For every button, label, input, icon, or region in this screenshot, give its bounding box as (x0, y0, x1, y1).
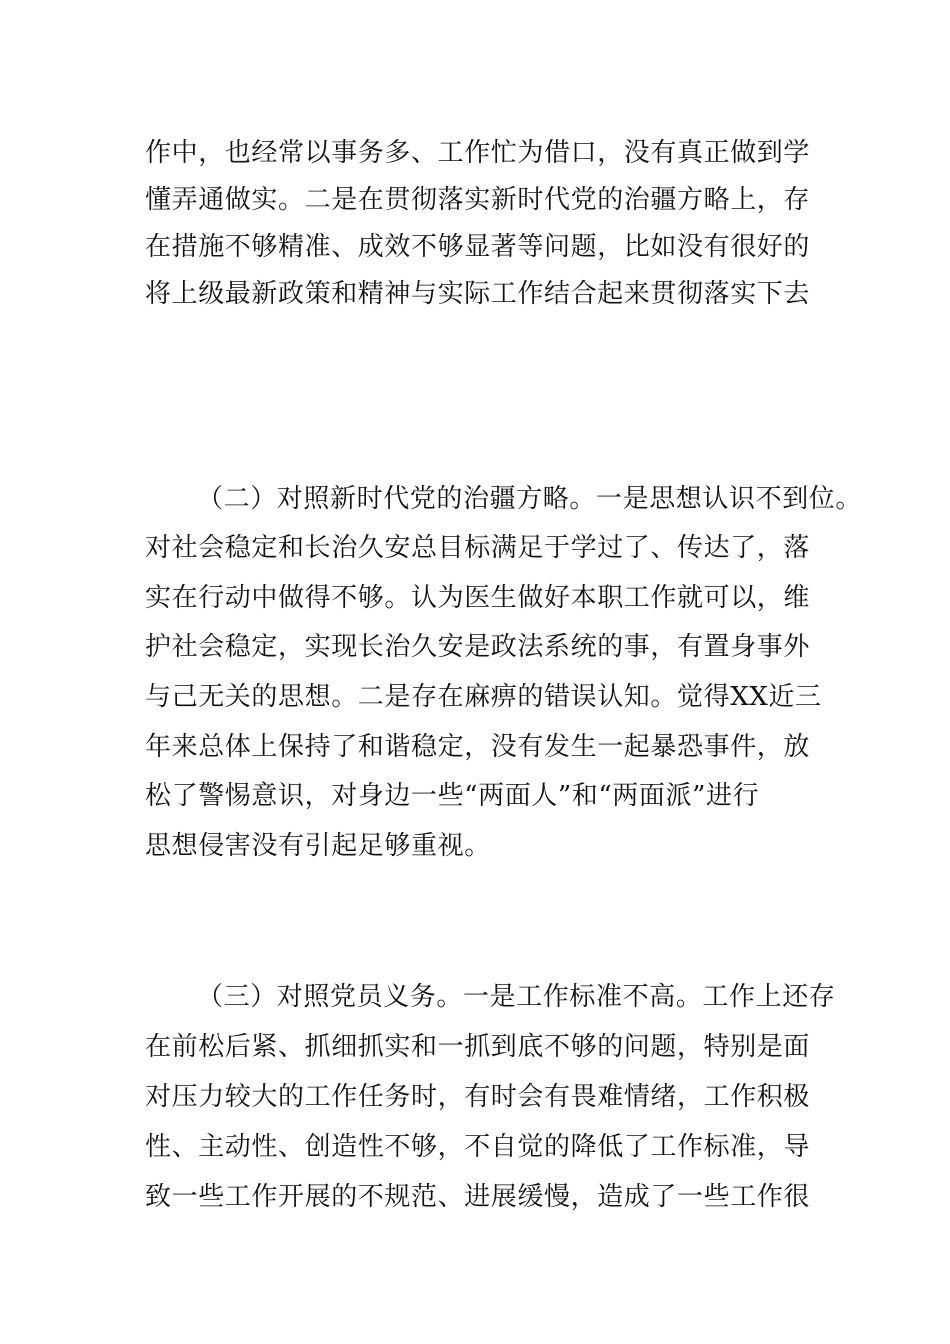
text-line: 将上级最新政策和精神与实际工作结合起来贯彻落实下去 (145, 279, 811, 309)
text-line: （三）对照党员义务。一是工作标准不高。工作上还存 (197, 982, 836, 1012)
text-line: 懂弄通做实。二是在贯彻落实新时代党的治疆方略上，存 (145, 185, 811, 215)
text-line: 对压力较大的工作任务时，有时会有畏难情绪，工作积极 (145, 1082, 811, 1112)
text-line: 护社会稳定，实现长治久安是政法系统的事，有置身事外 (145, 632, 811, 662)
text-line: 在措施不够精准、成效不够显著等问题，比如没有很好的 (145, 232, 811, 262)
text-line: 致一些工作开展的不规范、进展缓慢，造成了一些工作很 (145, 1182, 811, 1212)
text-line: 性、主动性、创造性不够，不自觉的降低了工作标准，导 (145, 1132, 811, 1162)
text-line: 在前松后紧、抓细抓实和一抓到底不够的问题，特别是面 (145, 1032, 811, 1062)
text-line: 作中，也经常以事务多、工作忙为借口，没有真正做到学 (145, 138, 811, 168)
text-line: 对社会稳定和长治久安总目标满足于学过了、传达了，落 (145, 533, 811, 563)
text-line: 思想侵害没有引起足够重视。 (145, 831, 491, 861)
text-line: 实在行动中做得不够。认为医生做好本职工作就可以，维 (145, 583, 811, 613)
text-line: （二）对照新时代党的治疆方略。一是思想认识不到位。 (197, 484, 863, 514)
text-line: 松了警惕意识，对身边一些“两面人”和“两面派”进行 (145, 781, 760, 811)
text-line: 与己无关的思想。二是存在麻痹的错误认知。觉得XX近三 (145, 682, 822, 712)
text-line: 年来总体上保持了和谐稳定，没有发生一起暴恐事件，放 (145, 732, 811, 762)
